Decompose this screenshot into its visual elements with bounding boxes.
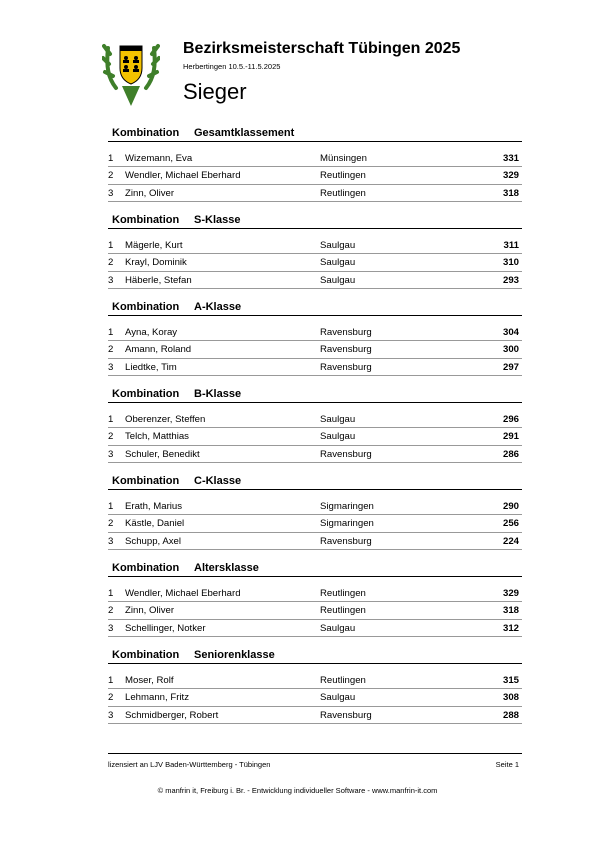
table-row (108, 254, 522, 271)
rank: 1 (108, 153, 114, 164)
event-location-date: Herbertingen 10.5.-11.5.2025 (183, 62, 281, 71)
section-header (108, 125, 522, 142)
section-header (108, 560, 522, 577)
shooter-name: Amann, Roland (125, 344, 192, 356)
club: Ravensburg (320, 344, 372, 356)
table-row (108, 150, 522, 167)
rank: 1 (108, 501, 114, 512)
score: 256 (502, 518, 519, 530)
table-row (108, 533, 522, 550)
shooter-name: Krayl, Dominik (125, 257, 187, 269)
score: 290 (502, 501, 519, 512)
section-c-klasse (108, 473, 522, 560)
section-class: B-Klasse (194, 388, 242, 400)
score: 329 (502, 170, 519, 182)
score: 296 (502, 414, 519, 425)
section-class: C-Klasse (194, 475, 242, 487)
score: 331 (502, 153, 519, 164)
section-keyword: Kombination (112, 649, 180, 661)
rank: 3 (108, 709, 114, 721)
table-row (108, 689, 522, 706)
section-header (108, 647, 522, 664)
section-keyword: Kombination (112, 388, 180, 400)
table-row (108, 707, 522, 724)
club: Reutlingen (320, 187, 366, 199)
table-row (108, 167, 522, 184)
score: 288 (502, 709, 519, 721)
footer-divider (108, 753, 522, 754)
club: Sigmaringen (320, 501, 374, 512)
section-keyword: Kombination (112, 475, 180, 487)
rank: 1 (108, 588, 114, 599)
table-row (108, 411, 522, 428)
shooter-name: Moser, Rolf (125, 675, 174, 686)
section-class: S-Klasse (194, 214, 241, 226)
table-row (108, 185, 522, 202)
license-text: lizensiert an LJV Baden-Württemberg - Tübingen (108, 760, 271, 769)
rank: 2 (108, 518, 114, 530)
score: 304 (502, 327, 519, 338)
shooter-name: Schupp, Axel (125, 535, 182, 547)
section-seniorenklasse (108, 647, 522, 734)
section-s-klasse (108, 212, 522, 299)
club: Saulgau (320, 257, 356, 269)
shooter-name: Häberle, Stefan (125, 274, 192, 286)
rank: 2 (108, 692, 114, 704)
club: Saulgau (320, 431, 356, 443)
score: 315 (502, 675, 519, 686)
club: Saulgau (320, 240, 356, 251)
club: Saulgau (320, 274, 356, 286)
results-sections (108, 125, 522, 734)
table-row (108, 672, 522, 689)
rank: 2 (108, 344, 114, 356)
shooter-name: Oberenzer, Steffen (125, 414, 206, 425)
club: Ravensburg (320, 448, 372, 460)
rank: 2 (108, 605, 114, 617)
rank: 3 (108, 274, 114, 286)
club: Reutlingen (320, 588, 366, 599)
shooter-name: Zinn, Oliver (125, 605, 175, 617)
table-row (108, 515, 522, 532)
section-class: A-Klasse (194, 301, 242, 313)
shooter-name: Wendler, Michael Eberhard (125, 588, 241, 599)
section-header (108, 386, 522, 403)
score: 286 (502, 448, 519, 460)
deer-antlers-coat-of-arms-icon (102, 40, 160, 110)
club: Reutlingen (320, 605, 366, 617)
table-row (108, 498, 522, 515)
section-header (108, 212, 522, 229)
section-gesamtklassement (108, 125, 522, 212)
shooter-name: Mägerle, Kurt (125, 240, 183, 251)
section-header (108, 473, 522, 490)
club: Saulgau (320, 622, 356, 634)
score: 329 (502, 588, 519, 599)
score: 311 (503, 240, 519, 251)
rank: 3 (108, 535, 114, 547)
table-row (108, 446, 522, 463)
rank: 2 (108, 431, 114, 443)
club: Ravensburg (320, 709, 372, 721)
page-heading: Sieger (183, 79, 247, 104)
shooter-name: Schmidberger, Robert (125, 709, 219, 721)
section-b-klasse (108, 386, 522, 473)
club: Saulgau (320, 692, 356, 704)
table-row (108, 324, 522, 341)
shooter-name: Lehmann, Fritz (125, 692, 189, 704)
shooter-name: Ayna, Koray (125, 327, 178, 338)
section-class: Gesamtklassement (194, 127, 295, 139)
rank: 1 (108, 414, 114, 425)
score: 310 (502, 257, 519, 269)
score: 297 (502, 361, 519, 373)
section-keyword: Kombination (112, 214, 180, 226)
club: Ravensburg (320, 327, 372, 338)
shooter-name: Schellinger, Notker (125, 622, 206, 634)
shooter-name: Zinn, Oliver (125, 187, 175, 199)
rank: 3 (108, 187, 114, 199)
club: Reutlingen (320, 675, 366, 686)
score: 318 (502, 187, 519, 199)
rank: 1 (108, 675, 114, 686)
section-header (108, 299, 522, 316)
table-row (108, 272, 522, 289)
table-row (108, 237, 522, 254)
score: 291 (502, 431, 519, 443)
score: 293 (502, 274, 519, 286)
club: Sigmaringen (320, 518, 374, 530)
table-row (108, 602, 522, 619)
software-credit: © manfrin it, Freiburg i. Br. - Entwicklung individueller Software - www.manfrin-it.com (157, 786, 438, 795)
score: 224 (502, 535, 519, 547)
rank: 2 (108, 170, 114, 182)
table-row (108, 341, 522, 358)
score: 312 (502, 622, 519, 634)
shooter-name: Kästle, Daniel (125, 518, 185, 530)
section-keyword: Kombination (112, 301, 180, 313)
score: 308 (502, 692, 519, 704)
shooter-name: Wendler, Michael Eberhard (125, 170, 241, 182)
table-row (108, 620, 522, 637)
section-keyword: Kombination (112, 562, 180, 574)
score: 300 (502, 344, 519, 356)
rank: 3 (108, 361, 114, 373)
club: Ravensburg (320, 535, 372, 547)
score: 318 (502, 605, 519, 617)
shooter-name: Wizemann, Eva (125, 153, 193, 164)
table-row (108, 428, 522, 445)
rank: 1 (108, 240, 114, 251)
section-class: Seniorenklasse (194, 649, 275, 661)
section-keyword: Kombination (112, 127, 180, 139)
club: Münsingen (320, 153, 367, 164)
table-row (108, 359, 522, 376)
document-title: Bezirksmeisterschaft Tübingen 2025 (183, 40, 461, 57)
club: Ravensburg (320, 361, 372, 373)
club: Saulgau (320, 414, 356, 425)
section-a-klasse (108, 299, 522, 386)
table-row (108, 585, 522, 602)
club: Reutlingen (320, 170, 366, 182)
shooter-name: Telch, Matthias (125, 431, 189, 443)
section-class: Altersklasse (194, 562, 259, 574)
page-number: Seite 1 (495, 760, 519, 769)
shooter-name: Liedtke, Tim (125, 361, 177, 373)
section-altersklasse (108, 560, 522, 647)
shooter-name: Erath, Marius (125, 501, 183, 512)
shooter-name: Schuler, Benedikt (125, 448, 200, 460)
rank: 1 (108, 327, 114, 338)
rank: 3 (108, 448, 114, 460)
rank: 2 (108, 257, 114, 269)
rank: 3 (108, 622, 114, 634)
